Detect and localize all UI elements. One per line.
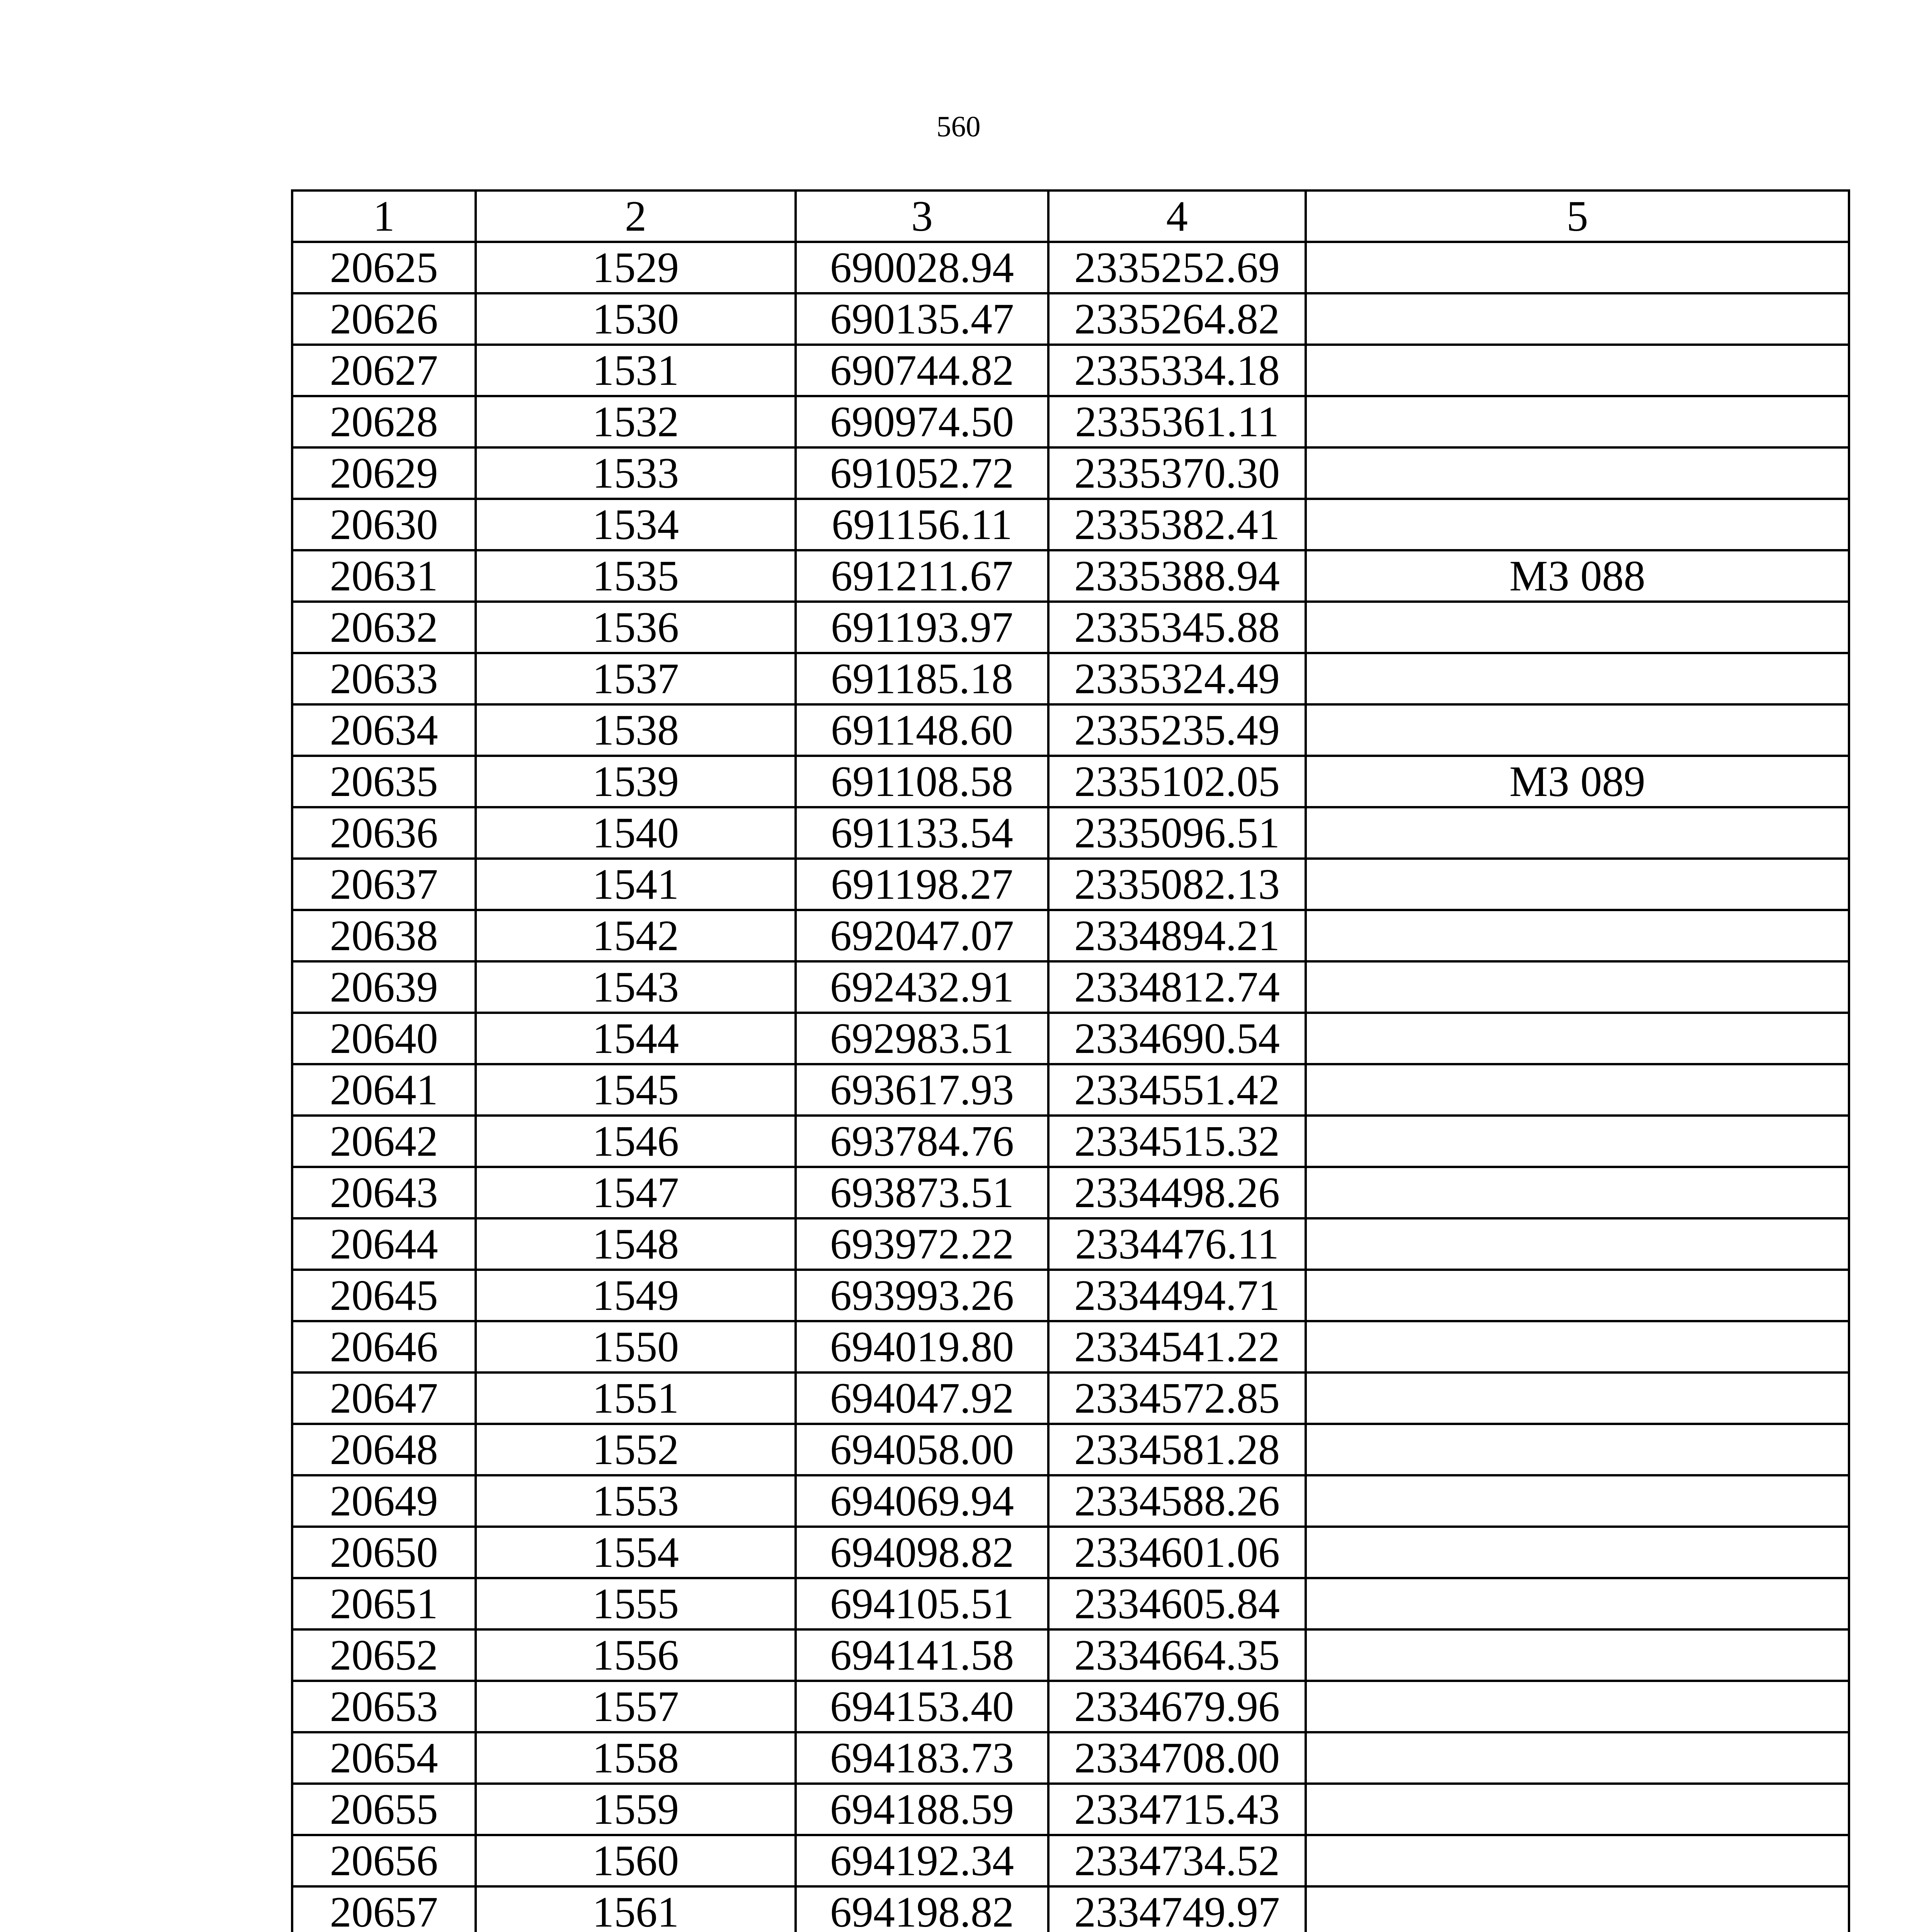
- table-cell: 1551: [476, 1372, 796, 1424]
- table-cell: 2334588.26: [1048, 1475, 1306, 1527]
- table-cell: 691198.27: [796, 859, 1048, 910]
- table-row: [292, 1372, 1849, 1424]
- table-cell: 20651: [292, 1578, 476, 1629]
- table-cell: 693617.93: [796, 1064, 1048, 1116]
- table-cell: 20657: [292, 1886, 476, 1932]
- table-cell: [1306, 1218, 1849, 1270]
- table-cell: 1554: [476, 1527, 796, 1578]
- table-cell: 694069.94: [796, 1475, 1048, 1527]
- table-cell: [1306, 961, 1849, 1013]
- table-cell: 20655: [292, 1784, 476, 1835]
- table-cell: 694098.82: [796, 1527, 1048, 1578]
- table-cell: 2334664.35: [1048, 1629, 1306, 1681]
- table-cell: 690028.94: [796, 242, 1048, 293]
- table-row: [292, 1218, 1849, 1270]
- table-row: [292, 1629, 1849, 1681]
- table-cell: 1548: [476, 1218, 796, 1270]
- table-row: [292, 807, 1849, 859]
- table-cell: 1537: [476, 653, 796, 704]
- table-cell: [1306, 1167, 1849, 1218]
- table-cell: [1306, 447, 1849, 499]
- table-cell: 2334601.06: [1048, 1527, 1306, 1578]
- table-row: [292, 242, 1849, 293]
- table-row: [292, 1475, 1849, 1527]
- table-cell: [1306, 242, 1849, 293]
- table-cell: 20645: [292, 1270, 476, 1321]
- table-cell: 1557: [476, 1681, 796, 1732]
- table-cell: 20638: [292, 910, 476, 961]
- table-cell: 2334715.43: [1048, 1784, 1306, 1835]
- table-cell: 1546: [476, 1116, 796, 1167]
- table-row: [292, 1270, 1849, 1321]
- table-cell: 1531: [476, 345, 796, 396]
- table-row: [292, 704, 1849, 756]
- table-cell: 2335324.49: [1048, 653, 1306, 704]
- table-cell: 1534: [476, 499, 796, 550]
- table-cell: 1538: [476, 704, 796, 756]
- table-cell: 694019.80: [796, 1321, 1048, 1372]
- table-cell: 2334708.00: [1048, 1732, 1306, 1784]
- table-cell: 2334894.21: [1048, 910, 1306, 961]
- table-cell: 20631: [292, 550, 476, 602]
- table-cell: 694058.00: [796, 1424, 1048, 1475]
- table-cell: [1306, 1835, 1849, 1886]
- header-cell: 5: [1306, 190, 1849, 242]
- table-row: [292, 1835, 1849, 1886]
- table-row: [292, 653, 1849, 704]
- table-cell: 1532: [476, 396, 796, 447]
- table-cell: 2335235.49: [1048, 704, 1306, 756]
- table-cell: 691148.60: [796, 704, 1048, 756]
- table-cell: 20656: [292, 1835, 476, 1886]
- table-cell: 690744.82: [796, 345, 1048, 396]
- table-cell: 1560: [476, 1835, 796, 1886]
- table-cell: [1306, 807, 1849, 859]
- table-cell: 20647: [292, 1372, 476, 1424]
- table-cell: [1306, 1321, 1849, 1372]
- table-cell: [1306, 1116, 1849, 1167]
- table-cell: [1306, 1681, 1849, 1732]
- table-cell: [1306, 859, 1849, 910]
- table-row: [292, 1424, 1849, 1475]
- table-cell: 20649: [292, 1475, 476, 1527]
- table-row: [292, 447, 1849, 499]
- table-cell: 694192.34: [796, 1835, 1048, 1886]
- table-cell: [1306, 499, 1849, 550]
- table-cell: 1559: [476, 1784, 796, 1835]
- table-cell: 1545: [476, 1064, 796, 1116]
- table-cell: 1541: [476, 859, 796, 910]
- table-cell: 2334605.84: [1048, 1578, 1306, 1629]
- table-cell: МЗ 088: [1306, 550, 1849, 602]
- page-number: 560: [936, 111, 981, 143]
- table-row: [292, 1321, 1849, 1372]
- table-cell: 691052.72: [796, 447, 1048, 499]
- table-row: [292, 1527, 1849, 1578]
- table-cell: 2335361.11: [1048, 396, 1306, 447]
- table-cell: 1558: [476, 1732, 796, 1784]
- table-cell: 1529: [476, 242, 796, 293]
- table-cell: 2335252.69: [1048, 242, 1306, 293]
- table-cell: 20654: [292, 1732, 476, 1784]
- table-cell: [1306, 1013, 1849, 1064]
- table-row: [292, 1732, 1849, 1784]
- header-cell: 2: [476, 190, 796, 242]
- table-row: [292, 345, 1849, 396]
- table-body: [292, 242, 1849, 1932]
- table-cell: 2334749.97: [1048, 1886, 1306, 1932]
- table-cell: 694198.82: [796, 1886, 1048, 1932]
- table-cell: 690974.50: [796, 396, 1048, 447]
- table-cell: 692983.51: [796, 1013, 1048, 1064]
- table-cell: 2335370.30: [1048, 447, 1306, 499]
- table-cell: 20644: [292, 1218, 476, 1270]
- table-row: [292, 1886, 1849, 1932]
- table-cell: 691108.58: [796, 756, 1048, 807]
- table-cell: 1556: [476, 1629, 796, 1681]
- table-cell: 692047.07: [796, 910, 1048, 961]
- table-cell: 694105.51: [796, 1578, 1048, 1629]
- table-cell: 691185.18: [796, 653, 1048, 704]
- table-cell: [1306, 345, 1849, 396]
- table-cell: [1306, 1578, 1849, 1629]
- table-cell: 2334476.11: [1048, 1218, 1306, 1270]
- table-cell: [1306, 1886, 1849, 1932]
- table-row: [292, 1578, 1849, 1629]
- table-cell: 20629: [292, 447, 476, 499]
- table-cell: 20625: [292, 242, 476, 293]
- table-cell: [1306, 1372, 1849, 1424]
- table-row: [292, 756, 1849, 807]
- table-cell: 2334812.74: [1048, 961, 1306, 1013]
- table-cell: 2335082.13: [1048, 859, 1306, 910]
- table-cell: 2334690.54: [1048, 1013, 1306, 1064]
- table-row: [292, 910, 1849, 961]
- table-cell: 1542: [476, 910, 796, 961]
- table-cell: 1540: [476, 807, 796, 859]
- table-row: [292, 1064, 1849, 1116]
- table-cell: 1552: [476, 1424, 796, 1475]
- table-row: [292, 1013, 1849, 1064]
- table-cell: 2335388.94: [1048, 550, 1306, 602]
- table-cell: 2335382.41: [1048, 499, 1306, 550]
- header-cell: 1: [292, 190, 476, 242]
- table-row: [292, 1116, 1849, 1167]
- table-cell: 1544: [476, 1013, 796, 1064]
- table-cell: 20628: [292, 396, 476, 447]
- table-cell: 1530: [476, 293, 796, 345]
- table-cell: [1306, 1527, 1849, 1578]
- table-cell: 2334551.42: [1048, 1064, 1306, 1116]
- table-row: [292, 550, 1849, 602]
- table-cell: 20637: [292, 859, 476, 910]
- table-cell: [1306, 1424, 1849, 1475]
- table-cell: 694183.73: [796, 1732, 1048, 1784]
- table-cell: 693873.51: [796, 1167, 1048, 1218]
- table-cell: 1539: [476, 756, 796, 807]
- table-cell: 2334679.96: [1048, 1681, 1306, 1732]
- table-cell: 20635: [292, 756, 476, 807]
- table-cell: 2335334.18: [1048, 345, 1306, 396]
- table-cell: 691133.54: [796, 807, 1048, 859]
- table-cell: 1533: [476, 447, 796, 499]
- header-cell: 4: [1048, 190, 1306, 242]
- table-cell: 20634: [292, 704, 476, 756]
- table-cell: 693972.22: [796, 1218, 1048, 1270]
- table-cell: 1553: [476, 1475, 796, 1527]
- table-row: [292, 859, 1849, 910]
- table-cell: 1543: [476, 961, 796, 1013]
- table-cell: [1306, 396, 1849, 447]
- table-cell: [1306, 1475, 1849, 1527]
- table-cell: 693784.76: [796, 1116, 1048, 1167]
- table-cell: 1561: [476, 1886, 796, 1932]
- table-cell: 691211.67: [796, 550, 1048, 602]
- table-cell: 2334581.28: [1048, 1424, 1306, 1475]
- table-cell: 20630: [292, 499, 476, 550]
- table-cell: 694188.59: [796, 1784, 1048, 1835]
- header-cell: 3: [796, 190, 1048, 242]
- table-cell: 1555: [476, 1578, 796, 1629]
- table-row: [292, 499, 1849, 550]
- table-cell: 2334515.32: [1048, 1116, 1306, 1167]
- table-cell: 2334498.26: [1048, 1167, 1306, 1218]
- table-row: [292, 293, 1849, 345]
- table-row: [292, 1167, 1849, 1218]
- table-cell: 694141.58: [796, 1629, 1048, 1681]
- table-cell: МЗ 089: [1306, 756, 1849, 807]
- table-cell: 2335096.51: [1048, 807, 1306, 859]
- table-cell: 20646: [292, 1321, 476, 1372]
- table-cell: [1306, 1270, 1849, 1321]
- table-cell: 20636: [292, 807, 476, 859]
- table-cell: 1549: [476, 1270, 796, 1321]
- table-cell: 20639: [292, 961, 476, 1013]
- table-row: [292, 1681, 1849, 1732]
- table-cell: 2334494.71: [1048, 1270, 1306, 1321]
- table-cell: [1306, 1784, 1849, 1835]
- table-cell: 20642: [292, 1116, 476, 1167]
- table-cell: 1550: [476, 1321, 796, 1372]
- table-cell: 694047.92: [796, 1372, 1048, 1424]
- table-cell: 1547: [476, 1167, 796, 1218]
- table-cell: 1535: [476, 550, 796, 602]
- table-cell: [1306, 1064, 1849, 1116]
- table-row: [292, 1784, 1849, 1835]
- table-cell: [1306, 910, 1849, 961]
- table-cell: 694153.40: [796, 1681, 1048, 1732]
- table-cell: 1536: [476, 602, 796, 653]
- table-cell: 2335102.05: [1048, 756, 1306, 807]
- table-cell: 691156.11: [796, 499, 1048, 550]
- table-cell: 691193.97: [796, 602, 1048, 653]
- table-cell: [1306, 293, 1849, 345]
- table-cell: [1306, 1732, 1849, 1784]
- table-cell: [1306, 602, 1849, 653]
- table-cell: 693993.26: [796, 1270, 1048, 1321]
- table-header-row: [292, 190, 1849, 242]
- table-cell: 690135.47: [796, 293, 1048, 345]
- table-cell: [1306, 704, 1849, 756]
- table-cell: 20650: [292, 1527, 476, 1578]
- table-cell: 20641: [292, 1064, 476, 1116]
- table-cell: 2335345.88: [1048, 602, 1306, 653]
- table-cell: 20643: [292, 1167, 476, 1218]
- table-row: [292, 602, 1849, 653]
- table-row: [292, 396, 1849, 447]
- table-cell: 20627: [292, 345, 476, 396]
- table-cell: 2334572.85: [1048, 1372, 1306, 1424]
- table-cell: [1306, 653, 1849, 704]
- table-cell: 20626: [292, 293, 476, 345]
- table-row: [292, 961, 1849, 1013]
- table-cell: 2334734.52: [1048, 1835, 1306, 1886]
- table-cell: 20652: [292, 1629, 476, 1681]
- table-cell: 20640: [292, 1013, 476, 1064]
- table-cell: 20632: [292, 602, 476, 653]
- table-cell: 20653: [292, 1681, 476, 1732]
- table-cell: 20633: [292, 653, 476, 704]
- table-cell: 692432.91: [796, 961, 1048, 1013]
- table-cell: [1306, 1629, 1849, 1681]
- table-cell: 20648: [292, 1424, 476, 1475]
- table-cell: 2335264.82: [1048, 293, 1306, 345]
- coordinates-table: [291, 189, 1850, 1932]
- table-cell: 2334541.22: [1048, 1321, 1306, 1372]
